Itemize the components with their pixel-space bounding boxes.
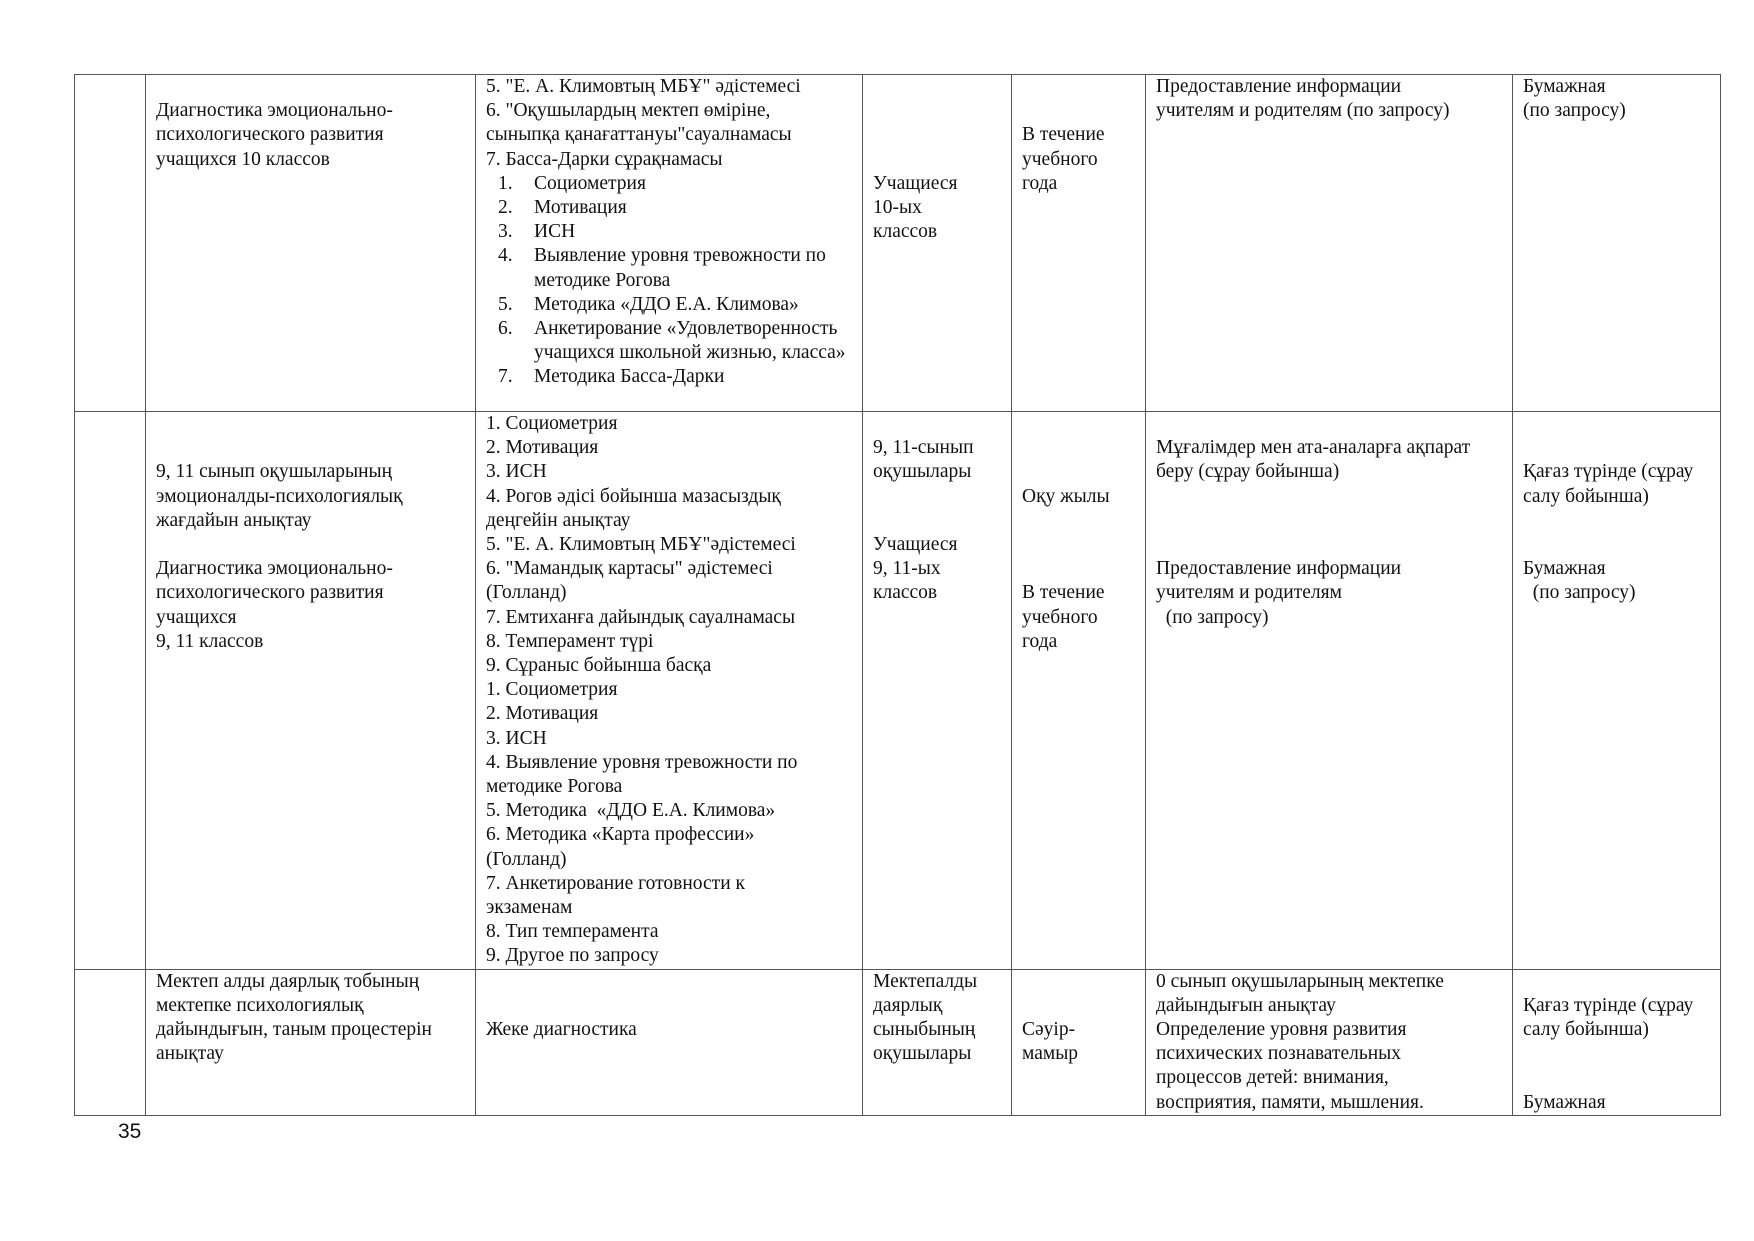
text-line: 6. "Мамандық картасы" әдістемесі [486, 558, 773, 580]
text-line [1022, 533, 1135, 557]
number-cell [75, 412, 146, 970]
text-line: классов [873, 221, 938, 243]
timing-cell [1012, 969, 1146, 1115]
text-line [1022, 436, 1135, 460]
text-line [1523, 1066, 1710, 1090]
list-item [486, 317, 852, 365]
text-line: сыныпқа қанағаттануы"сауалнамасы [486, 124, 792, 146]
text-line: деңгейін анықтау [486, 509, 631, 531]
plan-table [74, 74, 1721, 1116]
text-line: (Голланд) [486, 848, 567, 870]
form-cell [1513, 412, 1721, 970]
result-cell [1146, 75, 1513, 412]
text-line: учителям и родителям (по запросу) [1156, 100, 1450, 122]
text-line: дайындығын анықтау [1156, 994, 1336, 1016]
list-item-number: 7. [498, 366, 513, 388]
list-item [486, 196, 852, 220]
text-line: мектепке психологиялық [156, 994, 364, 1016]
methods-cell [476, 412, 863, 970]
text-line [1523, 970, 1710, 994]
text-line: психологического развития [156, 124, 384, 146]
text-line [1022, 970, 1135, 994]
text-line [1523, 1042, 1710, 1066]
text-line: 2. Мотивация [486, 703, 599, 725]
text-line: Учащиеся [873, 172, 958, 194]
text-line [873, 412, 1001, 436]
text-line: мамыр [1022, 1043, 1079, 1065]
text-line: учебного [1022, 148, 1098, 170]
text-line [1156, 509, 1502, 533]
list-item-text: ИСН [534, 221, 576, 243]
text-line [1156, 412, 1502, 436]
list-item [486, 244, 852, 292]
text-line: Диагностика эмоционально- [156, 558, 393, 580]
text-line: 4. Рогов әдісі бойынша мазасыздық [486, 485, 781, 507]
text-line [1523, 436, 1710, 460]
text-line: 9. Сұраныс бойынша басқа [486, 655, 712, 677]
text-line: оқушылары [873, 1043, 972, 1065]
text-line: экзаменам [486, 897, 573, 919]
list-item [486, 172, 852, 196]
text-line: дайындығын, таным процестерін [156, 1019, 432, 1041]
text-line: Бумажная [1523, 76, 1606, 97]
text-line: классов [873, 582, 938, 604]
text-line: 9. Другое по запросу [486, 945, 659, 967]
text-line [486, 994, 852, 1018]
participants-cell [863, 412, 1012, 970]
text-line: 5. "Е. А. Климовтың МБҰ"әдістемесі [486, 534, 796, 556]
text-line: 9, 11 классов [156, 630, 264, 652]
text-line: 7. Емтиханға дайындық сауалнамасы [486, 606, 796, 628]
text-line: 9, 11-сынып [873, 437, 974, 459]
list-item-number: 3. [498, 221, 513, 243]
text-line: Қағаз түрінде (сұрау [1523, 461, 1694, 483]
form-cell [1513, 969, 1721, 1115]
text-line: психологического развития [156, 582, 384, 604]
form-cell [1513, 75, 1721, 412]
text-line: методике Рогова [486, 776, 623, 798]
text-line: анықтау [156, 1043, 224, 1065]
list-item-text: Мотивация [534, 197, 627, 219]
text-line: учебного [1022, 606, 1098, 628]
text-line: психических познавательных [1156, 1043, 1402, 1065]
list-item [486, 293, 852, 317]
text-line [873, 99, 1001, 123]
text-line: года [1022, 630, 1058, 652]
text-line [1022, 994, 1135, 1018]
text-line [873, 485, 1001, 509]
text-line: 4. Выявление уровня тревожности по [486, 751, 798, 773]
text-line: Жеке диагностика [486, 1019, 637, 1041]
table-row [75, 75, 1721, 412]
text-line: 0 сынып оқушыларының мектепке [1156, 970, 1444, 992]
text-line: Бумажная [1523, 558, 1606, 580]
text-line: 3. ИСН [486, 461, 547, 483]
text-line: сыныбының [873, 1019, 976, 1041]
result-cell [1146, 969, 1513, 1115]
text-line: эмоционалды-психологиялық [156, 485, 403, 507]
list-item [486, 220, 852, 244]
list-item-text: Анкетирование «Удовлетворенность учащихся школьной жизнью, класса» [534, 318, 846, 364]
text-line: Диагностика эмоционально- [156, 100, 393, 122]
text-line: 8. Тип темперамента [486, 921, 659, 943]
text-line: 5. Методика «ДДО Е.А. Климова» [486, 800, 776, 822]
text-line: 10-ых [873, 197, 922, 219]
text-line: 1. Социометрия [486, 413, 618, 434]
text-line: 7. Басса-Дарки сұрақнамасы [486, 148, 723, 170]
number-cell [75, 969, 146, 1115]
list-item-text: Выявление уровня тревожности по методике Рогова [534, 245, 826, 291]
text-line: учащихся [156, 606, 237, 628]
text-line [156, 533, 465, 557]
text-line: салу бойынша) [1523, 1019, 1649, 1041]
text-line: Қағаз түрінде (сұрау [1523, 994, 1694, 1016]
text-line [1022, 460, 1135, 484]
text-line: процессов детей: внимания, [1156, 1067, 1389, 1089]
text-line [1022, 412, 1135, 436]
timing-cell [1012, 75, 1146, 412]
text-line [156, 75, 465, 99]
table-row [75, 969, 1721, 1115]
text-line: учителям и родителям [1156, 582, 1342, 604]
list-item-text: Социометрия [534, 172, 646, 194]
text-line: (Голланд) [486, 582, 567, 604]
text-line [1022, 557, 1135, 581]
text-line [1156, 485, 1502, 509]
list-item-number: 2. [498, 197, 513, 219]
text-line: (по запросу) [1523, 582, 1636, 604]
list-item [486, 365, 852, 389]
text-line: 9, 11-ых [873, 558, 941, 580]
text-line [1523, 533, 1710, 557]
text-line [873, 75, 1001, 99]
list-item-number: 5. [498, 293, 513, 315]
text-line: Мұғалімдер мен ата-аналарға ақпарат [1156, 437, 1471, 459]
text-line [1523, 412, 1710, 436]
text-line: Мектепалды [873, 970, 978, 992]
text-line: Определение уровня развития [1156, 1019, 1407, 1041]
text-line [1523, 509, 1710, 533]
text-line: 2. Мотивация [486, 437, 599, 459]
participants-cell [863, 75, 1012, 412]
text-line: беру (сұрау бойынша) [1156, 461, 1340, 483]
text-line [1022, 75, 1135, 99]
list-item-text: Методика Басса-Дарки [534, 366, 725, 388]
page-number: 35 [118, 1120, 142, 1143]
text-line [1022, 509, 1135, 533]
table-row [75, 412, 1721, 970]
text-line: В течение [1022, 582, 1105, 604]
text-line: 9, 11 сынып оқушыларының [156, 461, 393, 483]
text-line: В течение [1022, 124, 1105, 146]
methods-cell [476, 75, 863, 412]
text-line: даярлық [873, 994, 943, 1016]
text-line: Предоставление информации [1156, 76, 1402, 97]
text-line: (по запросу) [1523, 100, 1626, 122]
text-line: Предоставление информации [1156, 558, 1402, 580]
text-line [486, 970, 852, 994]
text-line: Бумажная [1523, 1091, 1606, 1113]
list-item-number: 1. [498, 172, 513, 194]
text-line: жағдайын анықтау [156, 509, 312, 531]
text-line: 5. "Е. А. Климовтың МБҰ" әдістемесі [486, 76, 801, 97]
text-line [873, 123, 1001, 147]
number-cell [75, 75, 146, 412]
timing-cell [1012, 412, 1146, 970]
text-line [156, 412, 465, 436]
text-line: 6. "Оқушылардың мектеп өміріне, [486, 100, 771, 122]
result-cell [1146, 412, 1513, 970]
participants-cell [863, 969, 1012, 1115]
text-line: салу бойынша) [1523, 485, 1649, 507]
text-line [873, 148, 1001, 172]
text-line [156, 436, 465, 460]
text-line [873, 509, 1001, 533]
text-line [1022, 99, 1135, 123]
text-line: 3. ИСН [486, 727, 547, 749]
list-item-text: Методика «ДДО Е.А. Климова» [534, 293, 799, 315]
text-line: Сәуір- [1022, 1019, 1076, 1041]
text-line: (по запросу) [1156, 606, 1269, 628]
text-line: Учащиеся [873, 534, 958, 556]
text-line: Оқу жылы [1022, 485, 1110, 507]
methods-cell [476, 969, 863, 1115]
text-line: 8. Темперамент түрі [486, 630, 654, 652]
topic-cell [146, 75, 476, 412]
text-line: 7. Анкетирование готовности к [486, 872, 745, 894]
text-line: 6. Методика «Карта профессии» [486, 824, 755, 846]
topic-cell [146, 969, 476, 1115]
methods-numbered-list [486, 172, 852, 390]
text-line: восприятия, памяти, мышления. [1156, 1091, 1424, 1113]
text-line: учащихся 10 классов [156, 148, 330, 170]
topic-cell [146, 412, 476, 970]
list-item-number: 6. [498, 318, 513, 340]
text-line: Мектеп алды даярлық тобының [156, 970, 420, 992]
text-line: оқушылары [873, 461, 972, 483]
text-line [1156, 533, 1502, 557]
text-line: 1. Социометрия [486, 679, 618, 701]
text-line: года [1022, 172, 1058, 194]
list-item-number: 4. [498, 245, 513, 267]
